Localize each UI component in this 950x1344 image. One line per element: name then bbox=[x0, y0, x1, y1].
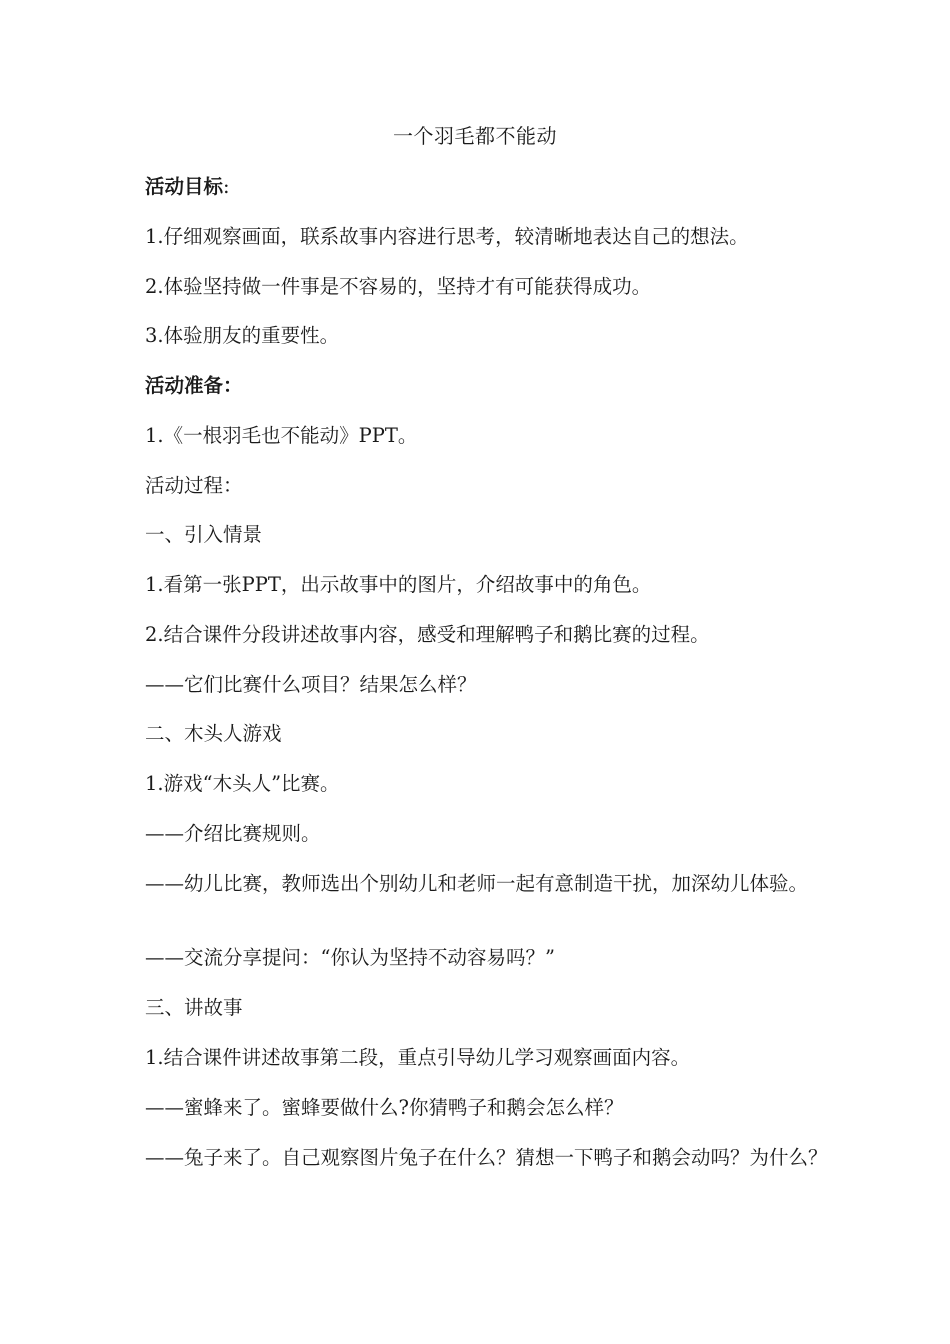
goal-item-2: 2.体验坚持做一件事是不容易的，坚持才有可能获得成功。 bbox=[145, 275, 652, 298]
section3-line-3: ——兔子来了。自己观察图片兔子在什么？猜想一下鸭子和鹅会动吗？为什么？ bbox=[145, 1146, 828, 1169]
section3-heading: 三、讲故事 bbox=[145, 996, 243, 1019]
section2-line-2: ——介绍比赛规则。 bbox=[145, 822, 321, 845]
section1-line-3: ——它们比赛什么项目？结果怎么样？ bbox=[145, 673, 477, 696]
section2-line-1: 1.游戏“木头人”比赛。 bbox=[145, 772, 340, 795]
section2-line-3: ——幼儿比赛，教师选出个别幼儿和老师一起有意制造干扰，加深幼儿体验。 bbox=[145, 872, 809, 895]
goals-heading-line bbox=[145, 174, 835, 200]
goal-item-1: 1.仔细观察画面，联系故事内容进行思考，较清晰地表达自己的想法。 bbox=[145, 225, 749, 248]
section3-line-2: ——蜜蜂来了。蜜蜂要做什么?你猜鸭子和鹅会怎么样？ bbox=[145, 1096, 624, 1119]
process-heading: 活动过程： bbox=[145, 474, 243, 497]
section2-line-4: ——交流分享提问：“你认为坚持不动容易吗？” bbox=[145, 946, 555, 969]
section1-line-1: 1.看第一张PPT，出示故事中的图片，介绍故事中的角色。 bbox=[145, 573, 652, 596]
prep-heading: 活动准备： bbox=[145, 374, 243, 397]
prep-item-1: 1.《一根羽毛也不能动》PPT。 bbox=[145, 424, 418, 447]
goal-item-3: 3.体验朋友的重要性。 bbox=[145, 324, 340, 347]
section1-line-2: 2.结合课件分段讲述故事内容，感受和理解鸭子和鹅比赛的过程。 bbox=[145, 623, 710, 646]
document-title: 一个羽毛都不能动 bbox=[393, 124, 557, 148]
section3-line-1: 1.结合课件讲述故事第二段，重点引导幼儿学习观察画面内容。 bbox=[145, 1046, 691, 1069]
section2-heading: 二、木头人游戏 bbox=[145, 722, 282, 745]
goals-heading: 活动目标 bbox=[145, 175, 224, 198]
section1-heading: 一、引入情景 bbox=[145, 523, 263, 546]
goals-heading-colon: : bbox=[223, 175, 230, 198]
